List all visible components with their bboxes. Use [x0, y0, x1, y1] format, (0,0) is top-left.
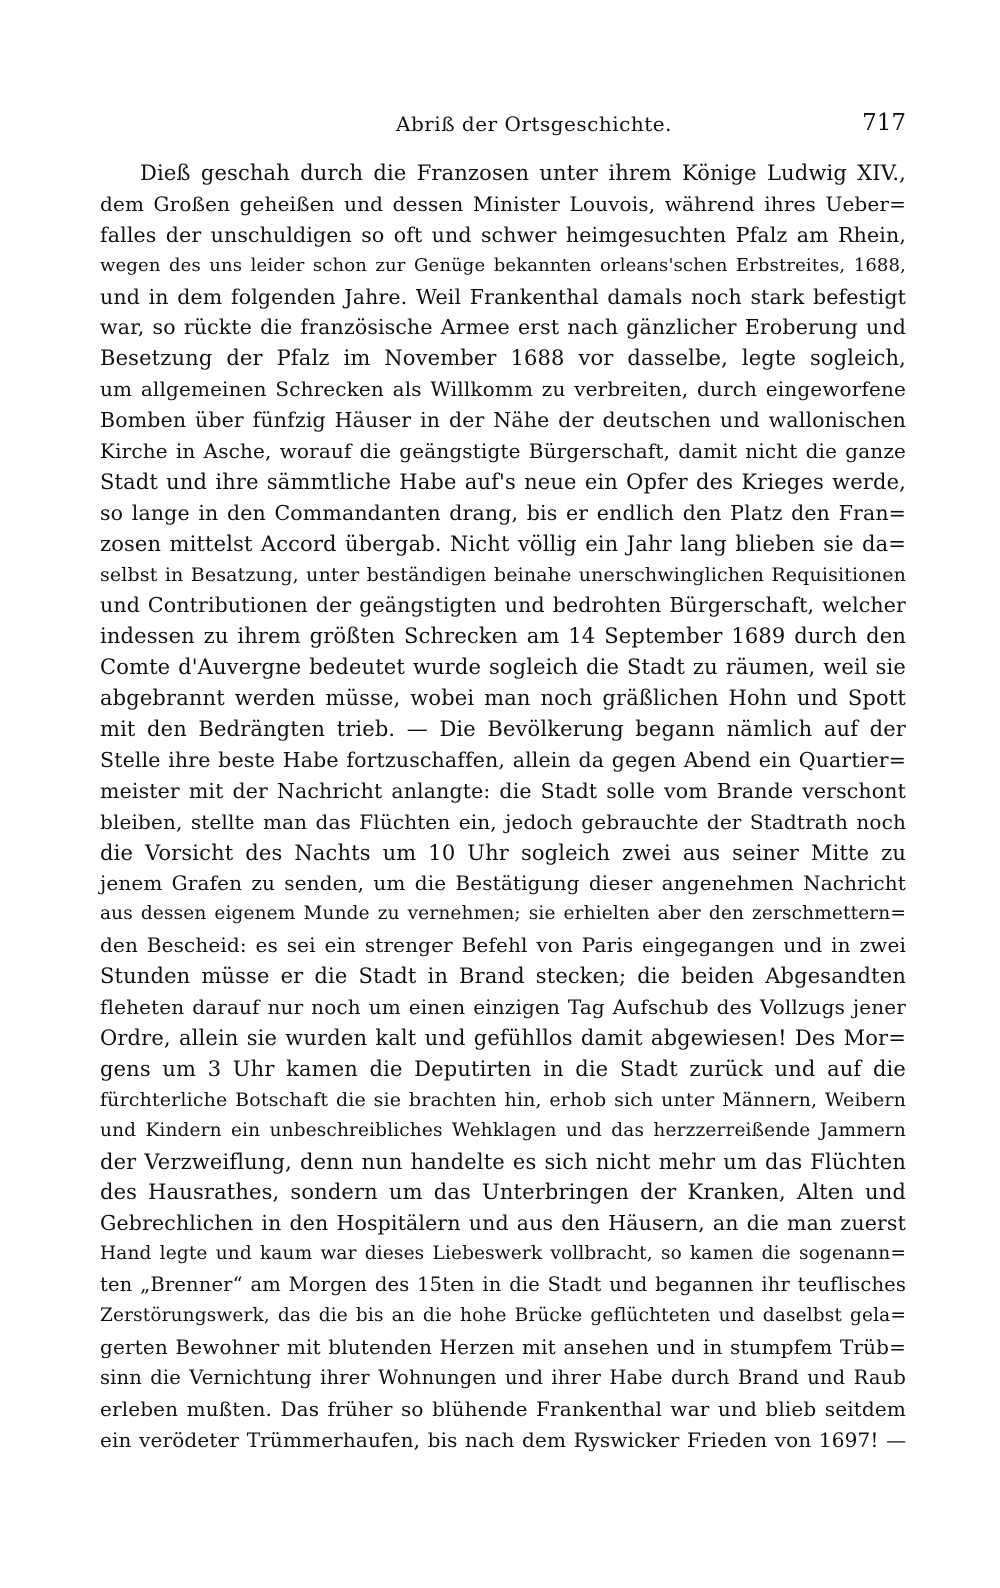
text-line: fleheten darauf nur noch um einen einzigen Tag Aufschub des Vollzugs jener	[100, 995, 906, 1020]
text-line: den Bescheid: es sei ein strenger Befehl von Paris eingegangen und in zwei	[100, 933, 906, 958]
text-line: um allgemeinen Schrecken als Willkomm zu verbreiten, durch eingeworfene	[100, 377, 906, 402]
text-line: Dieß geschah durch die Franzosen unter ihrem Könige Ludwig XIV.,	[140, 161, 906, 185]
text-line: abgebrannt werden müsse, wobei man noch gräßlichen Hohn und Spott	[100, 686, 906, 711]
page-number: 717	[862, 110, 906, 136]
text-line: und Kindern ein unbeschreibliches Wehklagen und das herzzerreißende Jammern	[100, 1119, 906, 1141]
text-line: war, so rückte die französische Armee erst nach gänzlicher Eroberung und	[100, 315, 906, 340]
text-line: sinn die Vernichtung ihrer Wohnungen und ihrer Habe durch Brand und Raub	[100, 1365, 906, 1389]
text-line: der Verzweiflung, denn nun handelte es sich nicht mehr um das Flüchten	[100, 1149, 906, 1174]
text-line: gerten Bewohner mit blutenden Herzen mit ansehen und in stumpfem Trüb=	[100, 1334, 906, 1359]
text-line: jenem Grafen zu senden, um die Bestätigung dieser angenehmen Nachricht	[100, 871, 906, 896]
text-line: ten „Brenner“ am Morgen des 15ten in die Stadt und begannen ihr teuflisches	[100, 1273, 906, 1297]
text-line: Gebrechlichen in den Hospitälern und aus den Häusern, an die man zuerst	[100, 1211, 906, 1236]
text-line: Ordre, allein sie wurden kalt und gefühllos damit abgewiesen! Des Mor=	[100, 1025, 906, 1050]
text-line: Besetzung der Pfalz im November 1688 vor dasselbe, legte sogleich,	[100, 346, 906, 371]
text-line: Stelle ihre beste Habe fortzuschaffen, allein da gegen Abend ein Quartier=	[100, 747, 907, 772]
text-line: Stadt und ihre sämmtliche Habe auf's neue ein Opfer des Krieges werde,	[100, 469, 906, 494]
text-line: mit den Bedrängten trieb. — Die Bevölkerung begann nämlich auf der	[100, 717, 906, 742]
text-line: indessen zu ihrem größten Schrecken am 14 September 1689 durch den	[100, 624, 906, 649]
text-line: aus dessen eigenem Munde zu vernehmen; sie erhielten aber den zerschmettern=	[100, 903, 906, 925]
text-line: so lange in den Commandanten drang, bis er endlich den Platz den Fran=	[100, 500, 906, 525]
text-line: meister mit der Nachricht anlangte: die Stadt solle vom Brande verschont	[100, 778, 906, 803]
text-line: falles der unschuldigen so oft und schwer heimgesuchten Pfalz am Rhein,	[100, 222, 906, 247]
text-line: dem Großen geheißen und dessen Minister Louvois, während ihres Ueber=	[100, 191, 906, 216]
text-line: Kirche in Asche, worauf die geängstigte Bürgerschaft, damit nicht die ganze	[100, 439, 906, 464]
text-line: Zerstörungswerk, das die bis an die hohe Brücke geflüchteten und daselbst gela=	[100, 1304, 906, 1326]
text-line: ein verödeter Trümmerhaufen, bis nach dem Ryswicker Frieden von 1697! —	[100, 1427, 907, 1452]
text-line: die Vorsicht des Nachts um 10 Uhr sogleich zwei aus seiner Mitte zu	[100, 840, 906, 865]
text-line: Bomben über fünfzig Häuser in der Nähe der deutschen und wallonischen	[100, 408, 906, 433]
running-head	[100, 112, 906, 146]
text-line: gens um 3 Uhr kamen die Deputirten in die Stadt zurück und auf die	[100, 1056, 906, 1081]
text-line: des Hausrathes, sondern um das Unterbringen der Kranken, Alten und	[100, 1180, 906, 1205]
text-line: selbst in Besatzung, unter beständigen beinahe unerschwinglichen Requisitionen	[100, 563, 906, 586]
text-line: zosen mittelst Accord übergab. Nicht völlig ein Jahr lang blieben sie da=	[100, 531, 906, 556]
text-line: und in dem folgenden Jahre. Weil Frankenthal damals noch stark befestigt	[100, 284, 906, 309]
text-line: wegen des uns leider schon zur Genüge bekannten orleans'schen Erbstreites, 1688,	[100, 254, 906, 276]
text-line: fürchterliche Botschaft die sie brachten hin, erhob sich unter Männern, Weibern	[100, 1088, 906, 1111]
text-line: Comte d'Auvergne bedeutet wurde sogleich die Stadt zu räumen, weil sie	[100, 655, 906, 680]
text-line: Hand legte und kaum war dieses Liebeswerk vollbracht, so kamen die sogenann=	[100, 1243, 906, 1265]
text-line: und Contributionen der geängstigten und bedrohten Bürgerschaft, welcher	[100, 593, 906, 618]
text-line: bleiben, stellte man das Flüchten ein, jedoch gebrauchte der Stadtrath noch	[100, 809, 906, 834]
text-line: Stunden müsse er die Stadt in Brand stecken; die beiden Abgesandten	[100, 964, 906, 989]
running-title: Abriß der Ortsgeschichte.	[396, 112, 672, 136]
body-text	[100, 158, 906, 1455]
text-line: erleben mußten. Das früher so blühende Frankenthal war und blieb seitdem	[100, 1396, 906, 1421]
